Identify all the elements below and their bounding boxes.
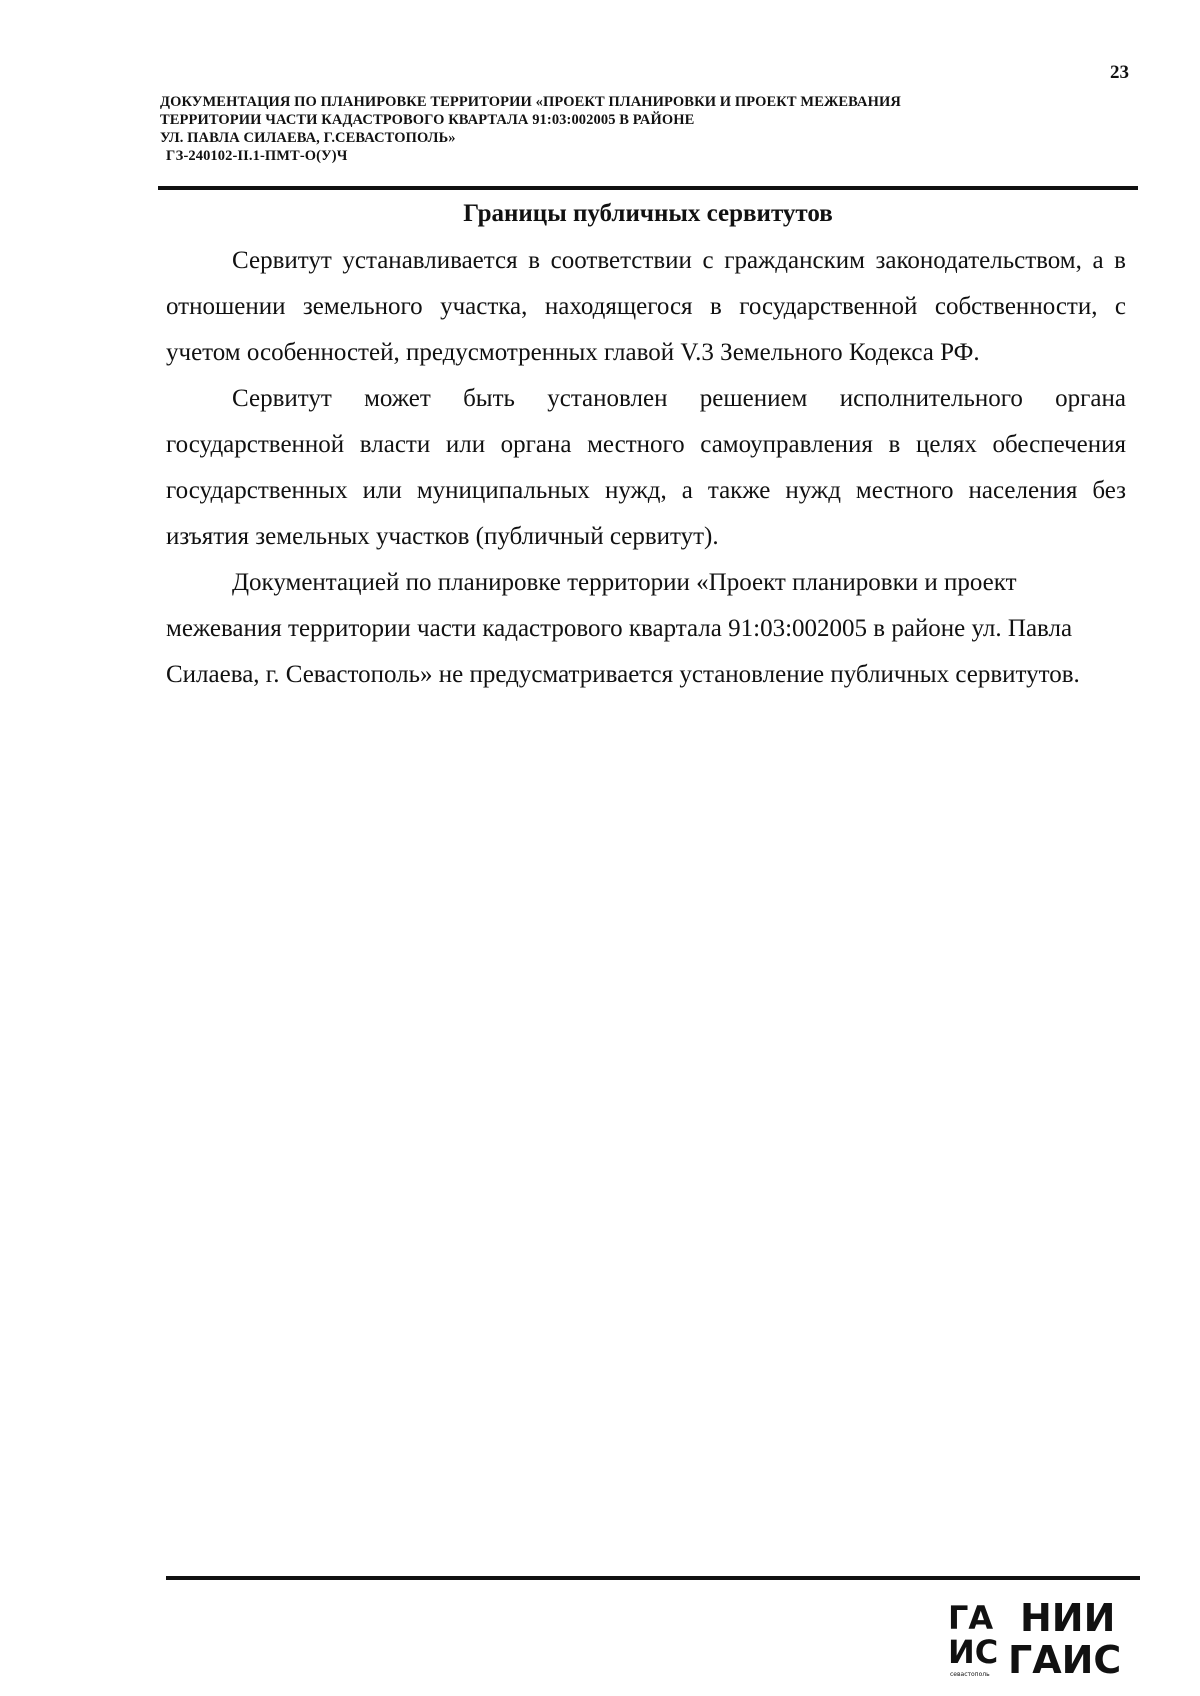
logo-line-2: ГАИС: [1008, 1638, 1122, 1679]
document-code: ГЗ-240102-II.1-ПМТ-О(У)Ч: [166, 148, 348, 164]
paragraph-2: Сервитут может быть установлен решением исполнительного органа государственной власти или органа местного самоуправления в целях обеспечения государственных или муниципальных нужд, а также нужд местного населения без изъятия земельных участков (публичный сервитут).: [166, 385, 1126, 550]
page-number: 23: [1110, 62, 1129, 83]
footer-divider: [166, 1576, 1140, 1580]
logo-monogram-bottom: ИС: [948, 1633, 999, 1671]
nii-gais-logo: [948, 1597, 1126, 1679]
logo-line-1: НИИ: [1020, 1597, 1116, 1640]
paragraph-3: Документацией по планировке территории «Проект планировки и проект межевания территории части кадастрового квартала 91:03:002005 в районе ул. Павла Силаева, г. Севастополь» не предусматривается установление публичных сервитутов.: [166, 569, 1080, 688]
logo-monogram: [948, 1599, 998, 1678]
logo-wordmark: [1008, 1597, 1121, 1679]
logo-monogram-top: ГА: [948, 1599, 994, 1637]
logo-caption: севастополь: [950, 1671, 990, 1678]
section-body: [166, 238, 1126, 698]
document-header: [160, 93, 1120, 165]
header-divider: [158, 186, 1138, 190]
section-title: Границы публичных сервитутов: [463, 200, 833, 227]
header-line-2: ТЕРРИТОРИИ ЧАСТИ КАДАСТРОВОГО КВАРТАЛА 91:03:002005 В РАЙОНЕ: [160, 112, 695, 128]
paragraph-1: Сервитут устанавливается в соответствии с гражданским законодательством, а в отношении земельного участка, находящегося в государственной собственности, с учетом особенностей, предусмотренных главой V.3 Земельного Кодекса РФ.: [166, 247, 1126, 366]
header-line-3: УЛ. ПАВЛА СИЛАЕВА, Г.СЕВАСТОПОЛЬ»: [160, 130, 456, 146]
header-line-1: ДОКУМЕНТАЦИЯ ПО ПЛАНИРОВКЕ ТЕРРИТОРИИ «ПРОЕКТ ПЛАНИРОВКИ И ПРОЕКТ МЕЖЕВАНИЯ: [160, 94, 901, 110]
